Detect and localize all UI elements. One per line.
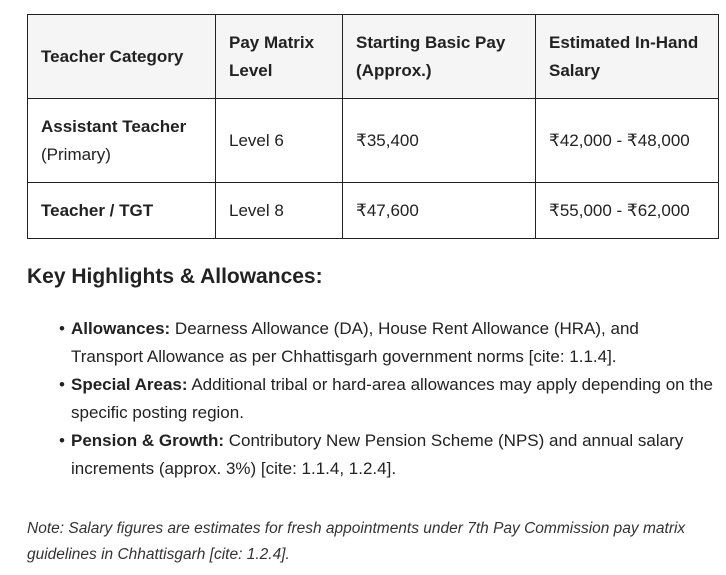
item-text: Additional tribal or hard-area allowances may apply depending on the specific posting region. (71, 375, 713, 422)
cell-basic-pay: ₹35,400 (343, 99, 536, 183)
salary-table (27, 14, 719, 239)
highlights-list (59, 315, 714, 483)
bullet-icon: • (59, 319, 65, 338)
cell-in-hand-salary: ₹42,000 - ₹48,000 (536, 99, 719, 183)
list-item (59, 427, 714, 483)
category-name: Assistant Teacher (41, 116, 187, 136)
bullet-icon: • (59, 431, 65, 450)
list-item (59, 371, 714, 427)
header-starting-basic-pay: Starting Basic Pay (Approx.) (343, 15, 536, 99)
section-heading: Key Highlights & Allowances: (27, 265, 323, 288)
item-text: Contributory New Pension Scheme (NPS) and annual salary increments (approx. 3%) [cite: 1.1.4, 1.2.4]. (71, 431, 684, 478)
cell-category (28, 183, 216, 239)
item-term: Allowances: (71, 319, 171, 338)
list-item (59, 315, 714, 371)
footnote: Note: Salary figures are estimates for fresh appointments under 7th Pay Commission pay matrix guidelines in Chhattisgarh [cite: 1.2.4]. (27, 520, 686, 563)
table-row (28, 183, 719, 239)
item-term: Pension & Growth: (71, 431, 224, 450)
cell-basic-pay: ₹47,600 (343, 183, 536, 239)
cell-level: Level 8 (216, 183, 343, 239)
category-name: Teacher / TGT (41, 200, 154, 220)
cell-in-hand-salary: ₹55,000 - ₹62,000 (536, 183, 719, 239)
cell-category (28, 99, 216, 183)
header-pay-matrix-level: Pay Matrix Level (216, 15, 343, 99)
category-subtitle: (Primary) (41, 144, 111, 164)
item-term: Special Areas: (71, 375, 188, 394)
bullet-icon: • (59, 375, 65, 394)
cell-level: Level 6 (216, 99, 343, 183)
item-text: Dearness Allowance (DA), House Rent Allowance (HRA), and Transport Allowance as per Chhattisgarh government norms [cite: 1.1.4]. (71, 319, 639, 366)
header-teacher-category: Teacher Category (28, 15, 216, 99)
header-estimated-in-hand-salary: Estimated In-Hand Salary (536, 15, 719, 99)
table-row (28, 99, 719, 183)
table-header-row (28, 15, 719, 99)
